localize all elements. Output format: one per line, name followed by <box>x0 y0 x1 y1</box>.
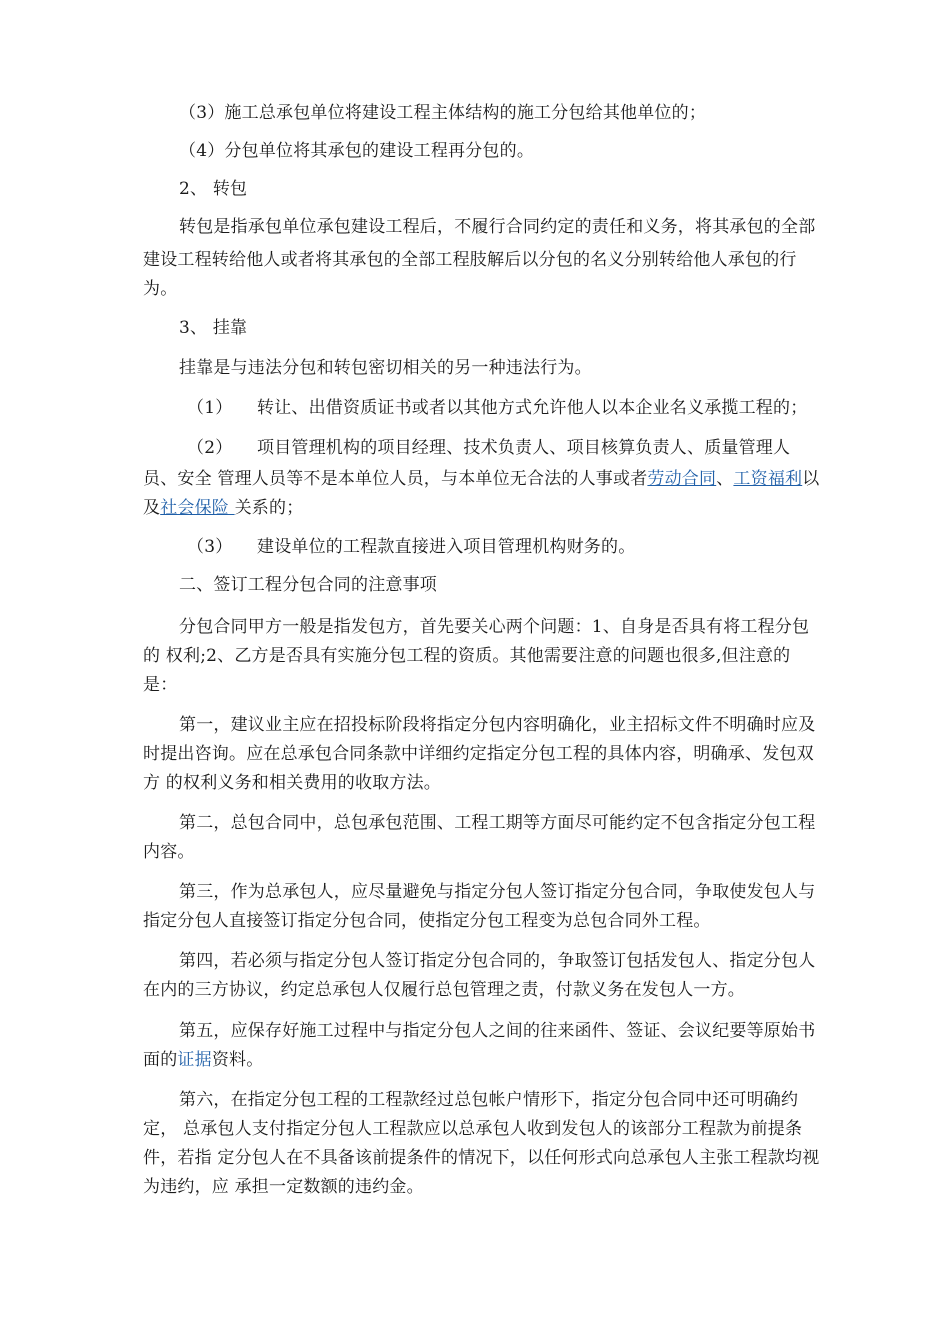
section-heading: 3、 挂靠 <box>179 318 248 338</box>
text-line: 挂靠是与违法分包和转包密切相关的另一种违法行为。 <box>179 358 592 378</box>
text-line: 指定分包人直接签订指定分包合同，使指定分包工程变为总包合同外工程。 <box>143 911 711 931</box>
list-item <box>187 431 867 465</box>
text-span: 资料。 <box>211 1050 264 1070</box>
text-line: （3）施工总承包单位将建设工程主体结构的施工分包给其他单位的； <box>179 103 707 123</box>
text-line: 的 权利;2、乙方是否具有实施分包工程的资质。其他需要注意的问题也很多,但注意的 <box>143 646 791 666</box>
text-line: 第四，若必须与指定分包人签订指定分包合同的，争取签订包括发包人、指定分包人 <box>179 951 816 971</box>
text-line: 方 的权利义务和相关费用的收取方法。 <box>143 773 442 793</box>
text-line: 在内的三方协议，约定总承包人仅履行总包管理之责，付款义务在发包人一方。 <box>143 980 745 1000</box>
section-heading: 2、 转包 <box>179 179 248 199</box>
section-heading: 二、签订工程分包合同的注意事项 <box>179 575 437 595</box>
text-line: 第二，总包合同中，总包承包范围、工程工期等方面尽可能约定不包含指定分包工程 <box>179 813 816 833</box>
social-insurance-link[interactable]: 社会保险 <box>160 498 235 518</box>
list-text: 建设单位的工程款直接进入项目管理机构财务的。 <box>257 537 636 557</box>
labor-contract-link[interactable]: 劳动合同 <box>647 469 717 489</box>
text-line: 件，若指 定分包人在不具备该前提条件的情况下，以任何形式向总承包人主张工程款均视 <box>143 1148 820 1168</box>
text-span: 员、安全 管理人员等不是本单位人员，与本单位无合法的人事或者 <box>143 469 648 489</box>
text-line: 建设工程转给他人或者将其承包的全部工程肢解后以分包的名义分别转给他人承包的行 <box>143 250 797 270</box>
text-line: 是： <box>143 675 178 695</box>
text-line: 为违约，应 承担一定数额的违约金。 <box>143 1177 424 1197</box>
text-line: 分包合同甲方一般是指发包方，首先要关心两个问题：1、自身是否具有将工程分包 <box>179 617 810 637</box>
text-line: 时提出咨询。应在总承包合同条款中详细约定指定分包工程的具体内容，明确承、发包双 <box>143 744 814 764</box>
list-number: （3） <box>187 537 233 557</box>
text-span: 及 <box>143 498 161 518</box>
text-line <box>143 1043 823 1077</box>
text-line: （4）分包单位将其承包的建设工程再分包的。 <box>179 141 535 161</box>
list-number: （1） <box>187 398 233 418</box>
text-line: 第六，在指定分包工程的工程款经过总包帐户情形下，指定分包合同中还可明确约 <box>179 1090 799 1110</box>
list-item <box>187 391 867 425</box>
text-line: 第一，建议业主应在招投标阶段将指定分包内容明确化，业主招标文件不明确时应及 <box>179 715 816 735</box>
text-line: 内容。 <box>143 842 195 862</box>
list-item <box>187 530 867 564</box>
list-text: 项目管理机构的项目经理、技术负责人、项目核算负责人、质量管理人 <box>257 438 791 458</box>
text-line: 第五，应保存好施工过程中与指定分包人之间的往来函件、签证、会议纪要等原始书 <box>179 1021 816 1041</box>
text-span: 、 <box>716 469 734 489</box>
text-line: 转包是指承包单位承包建设工程后，不履行合同约定的责任和义务，将其承包的全部 <box>179 217 816 237</box>
text-span: 面的 <box>143 1050 178 1070</box>
text-line <box>143 491 823 525</box>
text-line: 定， 总承包人支付指定分包人工程款应以总承包人收到发包人的该部分工程款为前提条 <box>143 1119 803 1139</box>
text-line: 为。 <box>143 279 178 299</box>
list-number: （2） <box>187 438 233 458</box>
text-line: 第三，作为总承包人，应尽量避免与指定分包人签订指定分包合同，争取使发包人与 <box>179 882 816 902</box>
list-text: 转让、出借资质证书或者以其他方式允许他人以本企业名义承揽工程的； <box>257 398 808 418</box>
text-span: 关系的； <box>234 498 304 518</box>
evidence-link[interactable]: 证据 <box>177 1050 212 1070</box>
text-span: 以 <box>802 469 820 489</box>
wage-welfare-link[interactable]: 工资福利 <box>733 469 803 489</box>
